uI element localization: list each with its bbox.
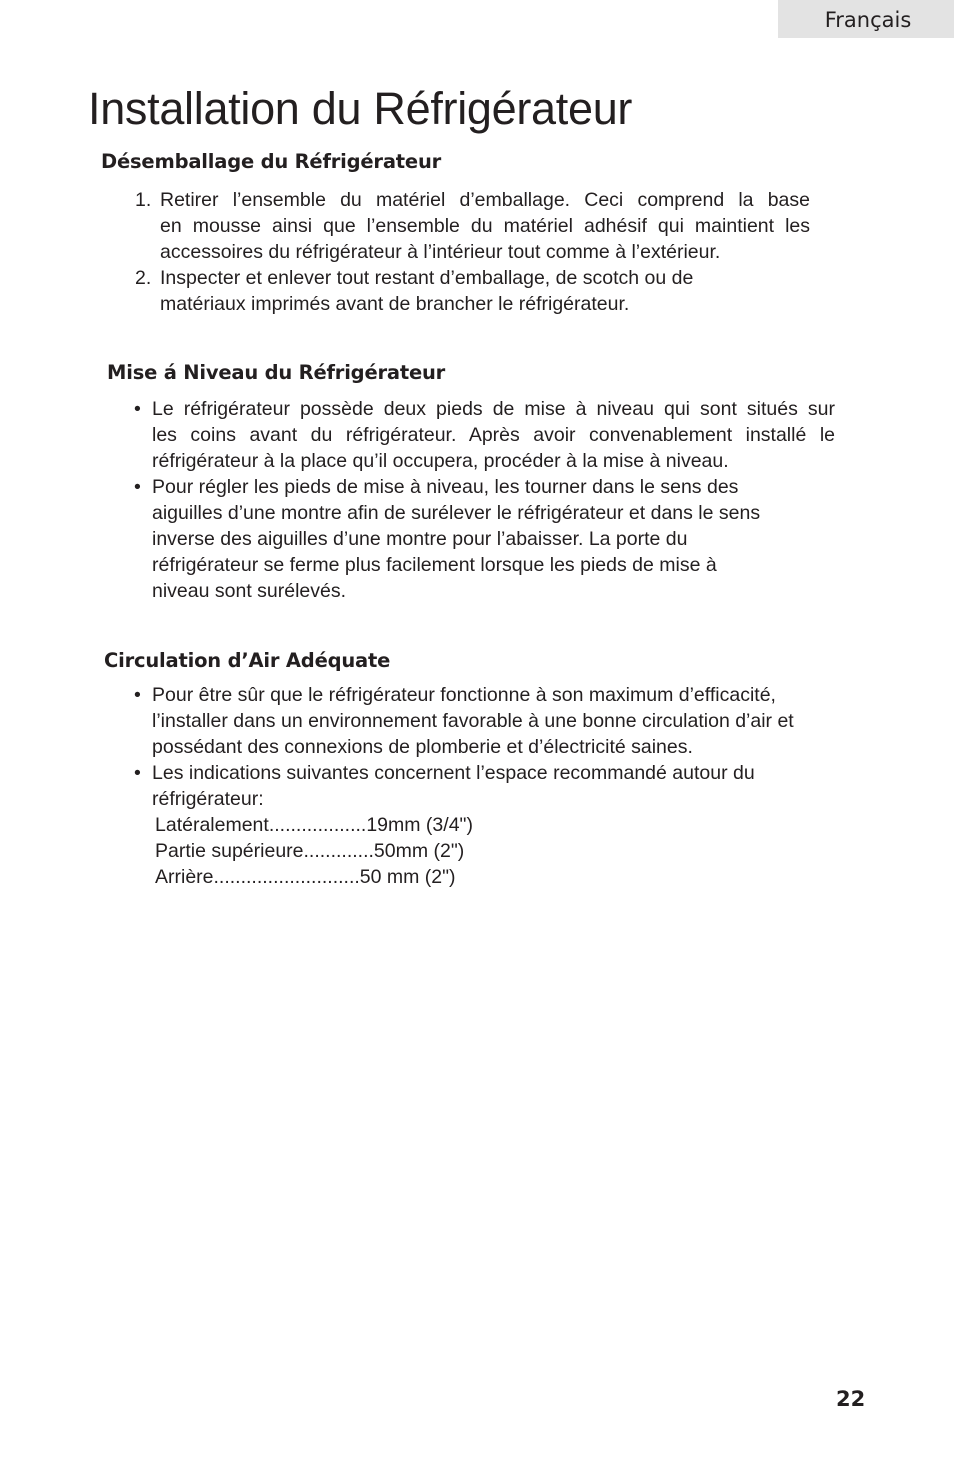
text-line: aiguilles d’une montre afin de surélever le réfrigérateur et dans le sens [152,502,761,524]
bullet: • [134,398,141,420]
section-heading-unpacking: Désemballage du Réfrigérateur [101,150,442,173]
section-heading-air-circulation: Circulation d’Air Adéquate [104,649,391,672]
text-line: les coins avant du réfrigérateur. Après avoir convenablement installé le [152,424,835,446]
text-line: niveau sont surélevés. [152,580,347,602]
page-title: Installation du Réfrigérateur [88,83,633,134]
clearance-side: Latéralement..................19mm (3/4") [155,814,473,836]
text-line: réfrigérateur: [152,788,264,810]
text-line: l’installer dans un environnement favorable à une bonne circulation d’air et [152,710,794,732]
text-line: Pour être sûr que le réfrigérateur fonctionne à son maximum d’efficacité, [152,684,776,706]
leveling-instructions [134,396,854,604]
bullet: • [134,684,141,706]
text-line: accessoires du réfrigérateur à l’intérieur tout comme à l’extérieur. [160,241,721,263]
list-item [134,682,869,760]
list-number: 2. [135,267,152,289]
section-heading-leveling: Mise á Niveau du Réfrigérateur [107,361,446,384]
list-number: 1. [135,189,152,211]
unpacking-steps [135,187,815,317]
list-item [135,187,815,265]
page-number: 22 [836,1387,866,1411]
list-item [134,474,854,604]
text-line: Retirer l’ensemble du matériel d’emballage. Ceci comprend la base [160,189,810,211]
text-line: Pour régler les pieds de mise à niveau, les tourner dans le sens des [152,476,739,498]
text-line: Inspecter et enlever tout restant d’emballage, de scotch ou de [160,267,694,289]
clearance-specs [155,812,473,890]
text-line: en mousse ainsi que l’ensemble du matériel adhésif qui maintient les [160,215,810,237]
list-item [135,265,815,317]
clearance-back: Arrière...........................50 mm (2") [155,866,456,888]
language-tab: Français [778,0,954,38]
text-line: réfrigérateur à la place qu’il occupera, procéder à la mise à niveau. [152,450,729,472]
air-circulation-instructions [134,682,869,812]
bullet: • [134,476,141,498]
text-line: réfrigérateur se ferme plus facilement lorsque les pieds de mise à [152,554,717,576]
list-item [134,396,854,474]
text-line: possédant des connexions de plomberie et d’électricité saines. [152,736,693,758]
text-line: Les indications suivantes concernent l’espace recommandé autour du [152,762,755,784]
clearance-top: Partie supérieure.............50mm (2") [155,840,465,862]
bullet: • [134,762,141,784]
list-item [134,760,869,812]
text-line: inverse des aiguilles d’une montre pour l’abaisser. La porte du [152,528,688,550]
text-line: matériaux imprimés avant de brancher le réfrigérateur. [160,293,630,315]
text-line: Le réfrigérateur possède deux pieds de mise à niveau qui sont situés sur [152,398,835,420]
